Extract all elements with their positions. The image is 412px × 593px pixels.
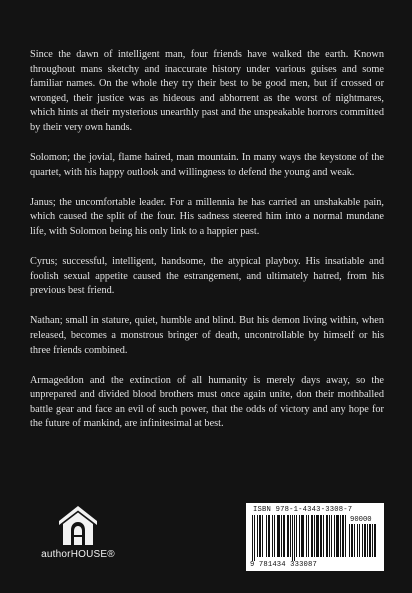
- ean-barcode-bars: [252, 515, 346, 561]
- isbn-barcode: [246, 503, 384, 571]
- authorhouse-house-logo-icon: [57, 504, 99, 548]
- ean-number: 9 781434 333087: [250, 561, 317, 569]
- blurb-paragraph-solomon: Solomon; the jovial, flame haired, man mountain. In many ways the keystone of the quartet, with his happy outlook and willingness to defend the young and weak.: [30, 152, 384, 178]
- blurb-paragraph-nathan: Nathan; small in stature, quiet, humble and blind. But his demon living within, when released, becomes a monstrous bringer of death, uncontrollable by himself or his three friends combined.: [30, 315, 384, 356]
- isbn-label: ISBN 978-1-4343-3308-7: [253, 506, 353, 514]
- back-cover-blurb: [30, 48, 384, 447]
- blurb-paragraph-armageddon: Armageddon and the extinction of all humanity is merely days away, so the unprepared and divided blood brothers must once again unite, don their mothballed battle gear and face an evil of such power, that the odds of victory and any hope for the future of mankind, are infinitesimal at best.: [30, 374, 384, 430]
- publisher-logo: [38, 504, 118, 560]
- blurb-paragraph-janus: Janus; the uncomfortable leader. For a millennia he has carried an unshakable pain, which caused the split of the four. His sadness steered him into a normal mundane life, with Solomon being his only link to a happier past.: [30, 196, 384, 237]
- blurb-paragraph-intro: Since the dawn of intelligent man, four friends have walked the earth. Known throughout mans sketchy and inaccurate history under various guises and some familiar names. On the whole they try their best to be good men, but if crossed or wronged, their justice was as hideous and abhorrent as the worst of nightmares, which hints at their mysterious unearthly past and the unspeakable horrors committed by their very own hands.: [30, 49, 384, 133]
- publisher-name: authorHOUSE®: [41, 549, 115, 560]
- price-code-label: 90000: [350, 516, 372, 524]
- price-addon-barcode-bars: [349, 524, 379, 561]
- blurb-paragraph-cyrus: Cyrus; successful, intelligent, handsome, the atypical playboy. His insatiable and foolish sexual appetite caused the estrangement, and ultimately hatred, from his previous best friend.: [30, 256, 384, 297]
